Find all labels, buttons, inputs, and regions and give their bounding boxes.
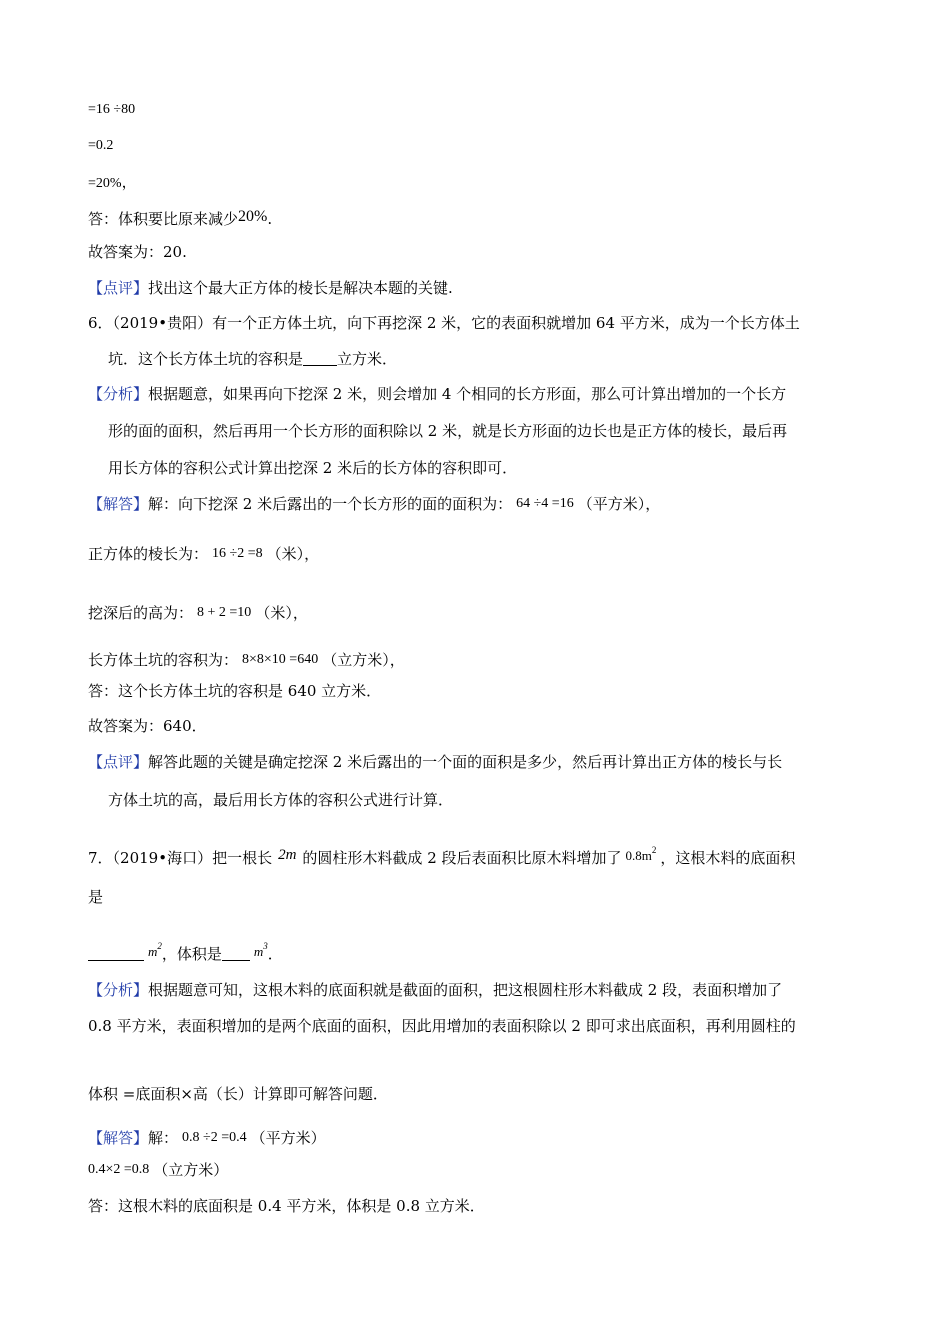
q5-final-answer: 故答案为：20. <box>88 243 187 261</box>
solution-text: 正方体的棱长为： <box>88 545 209 563</box>
q7-analysis-line-2: 0.8 平方米，表面积增加的是两个底面的面积，因此用增加的表面积除以 2 即可求出底面积，再利用圆柱的 <box>88 1017 796 1035</box>
analysis-text: 根据题意可知，这根木料的底面积就是截面的面积，把这根圆柱形木料截成 2 段，表面积增加了 <box>148 981 783 999</box>
q6-solution-line-3 <box>88 603 308 623</box>
q7-area-math <box>625 845 657 863</box>
q6-solution-line-4 <box>88 650 405 670</box>
calc-line-1: =16 ÷80 <box>88 102 136 117</box>
solution-text: 长方体土坑的容积为： <box>88 651 239 669</box>
q6-answer: 答：这个长方体土坑的容积是 640 立方米． <box>88 682 382 700</box>
q6-analysis-line-3: 用长方体的容积公式计算出挖深 2 米后的长方体的容积即可． <box>108 459 518 477</box>
solution-math: 0.4×2 =0.8 <box>88 1162 150 1177</box>
q6-final-answer: 故答案为：640． <box>88 717 207 735</box>
q6-question-unit: 立方米． <box>337 350 398 368</box>
review-tag: 【点评】 <box>88 753 149 771</box>
answer-blank <box>303 351 337 366</box>
q6-analysis-line-1 <box>88 384 786 404</box>
q7-answer: 答：这根木料的底面积是 0.4 平方米，体积是 0.8 立方米． <box>88 1197 485 1215</box>
unit-exponent: 2 <box>157 941 162 951</box>
answer-blank <box>222 946 250 961</box>
solution-math: 8 + 2 =10 <box>197 605 252 620</box>
q7-analysis-line-3: 体积 =底面积×高（长）计算即可解答问题． <box>88 1085 388 1103</box>
q7-question-text: 的圆柱形木料截成 2 段后表面积比原木料增加了 <box>302 849 622 867</box>
q7-question-end: ． <box>267 945 283 963</box>
solution-text: 挖深后的高为： <box>88 604 194 622</box>
unit-m: m <box>148 944 158 959</box>
q6-analysis-line-2: 形的面的面积，然后再用一个长方形的面积除以 2 米，就是长方形面的边长也是正方体的棱长，最后再 <box>108 422 788 440</box>
volume-unit <box>253 941 268 959</box>
answer-blank <box>88 946 144 961</box>
review-text: 找出这个最大正方体的棱长是解决本题的关键. <box>148 279 453 297</box>
q7-question-text: ，这根木料的底面积 <box>660 849 796 867</box>
review-text: 解答此题的关键是确定挖深 2 米后露出的一个面的面积是多少，然后再计算出正方体的棱长与长 <box>148 753 783 771</box>
analysis-tag: 【分析】 <box>88 981 149 999</box>
calc-line-2: =0.2 <box>88 138 114 153</box>
q6-question-line-2 <box>108 349 397 369</box>
solution-unit: （平方米）， <box>577 495 661 513</box>
analysis-tag: 【分析】 <box>88 385 149 403</box>
q7-solution-line-1 <box>88 1128 326 1148</box>
calc-comma: ， <box>121 173 137 191</box>
solution-unit: （平方米） <box>250 1129 326 1147</box>
solution-text: 解： <box>148 1129 179 1147</box>
q7-question-line-1 <box>88 840 795 868</box>
calc-percent: =20% <box>88 176 122 191</box>
solution-tag: 【解答】 <box>88 1129 149 1147</box>
area-unit <box>148 941 162 959</box>
q7-area-value: 0.8m <box>625 848 652 863</box>
unit-m: m <box>253 944 264 959</box>
q7-length-math: 2m <box>278 847 297 863</box>
solution-unit: （立方米）， <box>322 651 405 669</box>
solution-math: 0.8 ÷2 =0.4 <box>182 1130 247 1145</box>
solution-math: 8×8×10 =640 <box>242 652 319 667</box>
q7-question-text: ，体积是 <box>161 945 222 963</box>
solution-unit: （米）， <box>266 545 320 563</box>
analysis-text: 根据题意，如果再向下挖深 2 米，则会增加 4 个相同的长方形面，那么可计算出增加的一个长方 <box>148 385 787 403</box>
q5-review <box>88 278 453 298</box>
q6-review-line-1 <box>88 752 782 772</box>
q5-answer-text: 答：体积要比原来减少 <box>88 210 239 228</box>
solution-unit: （米）， <box>255 604 308 622</box>
solution-math: 64 ÷4 =16 <box>516 496 574 511</box>
solution-tag: 【解答】 <box>88 495 149 513</box>
q5-answer <box>88 207 272 229</box>
q6-question-line-1: 6．（2019•贵阳）有一个正方体土坑，向下再挖深 2 米，它的表面积就增加 64 平方米，成为一个长方体土 <box>88 314 800 332</box>
q7-question-text: 7．（2019•海口）把一根长 <box>88 849 273 867</box>
review-tag: 【点评】 <box>88 279 149 297</box>
q6-question-text: 坑．这个长方体土坑的容积是 <box>108 350 304 368</box>
calc-line-3 <box>88 172 137 194</box>
q7-analysis-line-1 <box>88 980 782 1000</box>
q6-solution-line-1 <box>88 494 660 514</box>
q7-area-exponent: 2 <box>651 845 657 855</box>
solution-math: 16 ÷2 =8 <box>212 546 263 561</box>
solution-text: 解：向下挖深 2 米后露出的一个长方形的面的面积为： <box>148 495 513 513</box>
q7-solution-line-2 <box>88 1160 228 1180</box>
q7-question-line-2: 是 <box>88 888 104 906</box>
q6-solution-line-2 <box>88 544 319 564</box>
solution-unit: （立方米） <box>153 1161 229 1179</box>
unit-exponent: 3 <box>263 941 268 951</box>
q5-answer-math: 20% <box>238 208 268 225</box>
q6-review-line-2: 方体土坑的高，最后用长方体的容积公式进行计算． <box>108 791 454 809</box>
q5-answer-end: . <box>267 210 273 228</box>
q7-question-line-3 <box>88 936 283 964</box>
